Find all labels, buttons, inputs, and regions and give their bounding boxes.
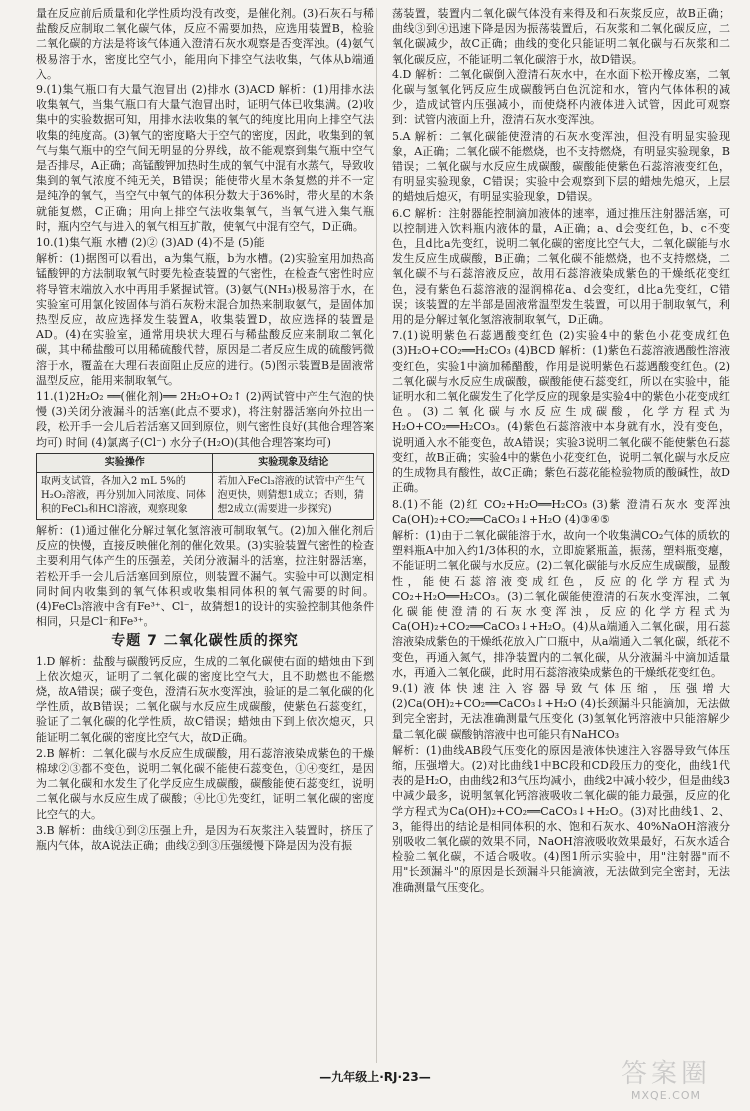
experiment-table bbox=[36, 453, 374, 520]
answer-item-11: 11.(1)2H₂O₂ ══(催化剂)══ 2H₂O+O₂↑ (2)两试管中产生气泡的快慢 (3)关闭分液漏斗的活塞(此点不要求)，将注射器活塞向外拉出一段，松开手一会儿后若活塞又回到原位，则气密性良好(其他合理答案均可) 时间 (4)氯离子(Cl⁻) 水分子(H₂O)(其他合理答案均可) bbox=[36, 390, 374, 449]
left-intro-paragraph: 量在反应前后质量和化学性质均没有改变，是催化剂。(3)石灰石与稀盐酸反应制取二氧化碳气体，反应不需要加热，应选用装置B，检验二氧化碳的方法是将该气体通入澄清石灰水观察是否变浑浊。(4)氨气极易溶于水，密度比空气小，能用向下排空气法收集，气体从b端通入。 bbox=[36, 7, 374, 81]
watermark-url: MXQE.COM bbox=[631, 1089, 701, 1102]
section-title: 专题 7 二氧化碳性质的探究 bbox=[111, 633, 299, 650]
section-answer-9-analysis: 解析：(1)曲线AB段气压变化的原因是液体快速注入容器导致气体压缩，压强增大。(2)对比曲线1中BC段和CD段压力的变化，曲线1代表的是H₂O，由曲线2和3气压均减小，曲线2中减小较少，但是曲线3中减少最多，说明氢氧化钙溶液吸收二氧化碳的能力最强，反应的化学方程式为Ca(OH)₂+CO₂══CaCO₃↓+H₂O。(3)对比曲线1、2、3，能得出的结论是相同体积的水、饱和石灰水、40%NaOH溶液分别吸收二氧化碳的效果不同，NaOH溶液吸收效果最好，石灰水适合检验二氧化碳，不适合吸收。(4)图1所示实验中，用"注射器"而不用"长颈漏斗"的原因是长颈漏斗只能滴液，无法做到完全密封，无法准确测量气压变化。 bbox=[392, 743, 730, 894]
right-column bbox=[392, 6, 730, 896]
table-header-operation: 实验操作 bbox=[37, 453, 213, 472]
section-answer-3: 3.B 解析：曲线①到②压强上升，是因为石灰浆注入装置时，挤压了瓶内气体，故A说法正确；曲线②到③压强缓慢下降是因为没有振 bbox=[36, 823, 374, 852]
right-intro-paragraph: 荡装置，装置内二氧化碳气体没有来得及和石灰浆反应，故B正确；曲线③到④迅速下降是因为振荡装置后，石灰浆和二氧化碳反应，二氧化碳减少，故C正确；曲线的变化只能证明二氧化碳与石灰浆和二氧化碳反应，不能证明二氧化碳溶于水，故D错误。 bbox=[392, 7, 730, 66]
column-divider bbox=[376, 8, 377, 1063]
section-answer-5: 5.A 解析：二氧化碳能使澄清的石灰水变浑浊，但没有明显实验现象，A正确；二氧化碳不能燃烧，也不支持燃烧，有明显实验现象，B错误；二氧化碳与水反应生成碳酸，碳酸能使紫色石蕊溶液变红色，有明显实验现象，C错误；实验中会观察到下层的蜡烛先熄灭，上层的蜡烛后熄灭，有明显实验现象，D错误。 bbox=[392, 129, 730, 204]
section-answer-6: 6.C 解析：注射器能控制滴加液体的速率，通过推压注射器活塞，可以控制进入饮料瓶内液体的量，A正确；a、d会变红色，b、c不变色，且d比a先变红，说明二氧化碳的密度比空气大，二氧化碳能与水发生反应生成碳酸，B正确；二氧化碳不能燃烧，也不支持燃烧，二氧化碳不与石蕊溶液反应，故用石蕊溶液染成紫色的干燥纸花变红色，浸有紫色石蕊溶液的湿润棉花a、d会变红，d比a先变红，C错误；该装置的左半部是固液常温型发生装置，可以用于制取氧气，利用的是分解过氧化氢溶液制取氧气，D正确。 bbox=[392, 206, 730, 327]
table-cell-operation: 取两支试管，各加入2 mL 5%的H₂O₂溶液，再分别加入同浓度、同体积的FeCl₃和HCl溶液，观察现象 bbox=[37, 472, 213, 519]
section-answer-8: 8.(1)不能 (2)红 CO₂+H₂O══H₂CO₃ (3)紫 澄清石灰水 变浑浊 Ca(OH)₂+CO₂══CaCO₃↓+H₂O (4)③④⑤ bbox=[392, 497, 730, 526]
left-column bbox=[36, 6, 374, 854]
page-footer-label: —九年级上·RJ·23— bbox=[319, 1070, 431, 1084]
table-row bbox=[37, 472, 374, 519]
watermark-logo bbox=[596, 1060, 736, 1106]
section-answer-4: 4.D 解析：二氧化碳倒入澄清石灰水中，在水面下松开橡皮塞，二氧化碳与氢氧化钙反应生成碳酸钙白色沉淀和水，管内气体体积的减少，造成试管内压强减小，而使烧杯内液体进入试管，因此可观察到：试管内液面上升，澄清石灰水变浑浊。 bbox=[392, 67, 730, 127]
section-answer-8-analysis: 解析：(1)由于二氧化碳能溶于水，故向一个收集满CO₂气体的质软的塑料瓶A中加入约1/3体积的水，立即旋紧瓶盖，振荡，塑料瓶变瘪，不能证明二氧化碳与水反应。(2)二氧化碳能与水反应生成碳酸，显酸性，能使石蕊溶液变成红色，反应的化学方程式为CO₂+H₂O══H₂CO₃。(3)二氧化碳能使澄清的石灰水变浑浊，二氧化碳能使澄清的石灰水变浑浊，反应的化学方程式为Ca(OH)₂+CO₂══CaCO₃↓+H₂O。(4)从a端通入二氧化碳，用石蕊溶液染成紫色的干燥纸花放入广口瓶中，从a端通入二氧化碳，纸花不变色，再通入氮气，排净装置内的二氧化碳，从分液漏斗中滴加适量水，再通入二氧化碳，此时用石蕊溶液染成紫色的干燥纸花变红色。 bbox=[392, 528, 730, 679]
section-answer-9: 9.(1)液体快速注入容器导致气体压缩，压强增大 (2)Ca(OH)₂+CO₂══CaCO₃↓+H₂O (4)长颈漏斗只能滴加，无法做到完全密封，无法准确测量气压变化 (3)氢氧化钙溶液中只能溶解少量二氧化碳 碳酸钠溶液中也可能只有NaHCO₃ bbox=[392, 681, 730, 741]
section-answer-7: 7.(1)说明紫色石蕊遇酸变红色 (2)实验4中的紫色小花变成红色 (3)H₂O+CO₂══H₂CO₃ (4)BCD 解析：(1)紫色石蕊溶液遇酸性溶液变红色，实验1中滴加稀醋酸，作用是说明紫色石蕊遇酸变红色。(2)二氧化碳与水反应生成碳酸，碳酸能使石蕊变红，所以在实验中，能证明水和二氧化碳发生了化学反应的现象是实验4中的紫色小花变成红色。(3)二氧化碳与水反应生成碳酸，化学方程式为H₂O+CO₂══H₂CO₃。(4)紫色石蕊溶液中本身就有水，没有变色，说明通入水不能变色，故A错误；实验3说明二氧化碳不能使紫色石蕊变红，故B正确；实验4中的紫色小花变红色，说明二氧化碳与水反应的生成物具有酸性，故C正确；紫色石蕊花能检验物质的酸碱性，故D正确。 bbox=[392, 329, 730, 495]
answer-item-11-analysis: 解析：(1)通过催化分解过氧化氢溶液可制取氧气。(2)加入催化剂后反应的快慢，直接反映催化剂的催化效果。(3)实验装置气密性的检查主要利用气体产生的压强差，关闭分液漏斗的活塞，拉注射器活塞，若松开手一会儿后活塞回到原位，则装置不漏气。实验中可以测定相同时间内收集到的氧气体积或收集相同体积的氧气需要的时间。(4)FeCl₃溶液中含有Fe³⁺、Cl⁻，故猜想1的设计的实验控制其他条件相同，只是Cl⁻和Fe³⁺。 bbox=[36, 523, 374, 629]
section-answer-1: 1.D 解析：盐酸与碳酸钙反应，生成的二氧化碳使右面的蜡烛由下到上依次熄灭，证明了二氧化碳的密度比空气大，且不助燃也不能燃烧，故A错误；碳子变色，澄清石灰水变浑浊，验证的是二氧化碳的化学性质，故B错误；二氧化碳与水反应生成碳酸，使紫色石蕊变红，验证了二氧化碳的化学性质，故C错误；蜡烛由下到上依次熄灭，只能证明二氧化碳的密度比空气大，故D正确。 bbox=[36, 654, 374, 744]
answer-item-10: 10.(1)集气瓶 水槽 (2)② (3)AD (4)不是 (5)能 bbox=[36, 236, 265, 250]
answer-item-9: 9.(1)集气瓶口有大量气泡冒出 (2)排水 (3)ACD 解析：(1)用排水法收集氧气，当集气瓶口有大量气泡冒出时，证明气体已收集满。(2)收集中的实验数据可知，用排水法收集的氧气的纯度比用向上排空气法收集的纯度高。(3)氧气的密度略大于空气的密度，因此，收集到的氧气与集气瓶中的空气间无明显的分界线，故不能观察到集气瓶中空气是否排尽，A正确；高锰酸钾加热时生成的氧气中混有水蒸气，导致收集到的氧气浓度不纯无关，B错误；能使带火星木条复燃的并不一定是纯净的氧气，当空气中氧气的体积分数大于36%时，带火星的木条就能复燃，C正确；用向上排空气法收集氧气，当氧气进入集气瓶时，瓶内空气与进入的氧气相互扩散，使氧气中混有空气，D正确。 bbox=[36, 83, 374, 233]
watermark-text: 答案圈 bbox=[620, 1059, 711, 1089]
table-cell-result: 若加入FeCl₃溶液的试管中产生气泡更快，则猜想1成立；否则，猜想2成立(需要进一步探究) bbox=[213, 472, 374, 519]
answer-item-10-analysis: 解析：(1)据图可以看出，a为集气瓶，b为水槽。(2)实验室用加热高锰酸钾的方法制取氧气时要先检查装置的气密性，在检查气密性时应将导管末端放入水中再用手紧握试管。(3)氨气(NH₃)极易溶于水，在实验室可用氯化铵固体与消石灰粉末混合加热来制取氨气，是固体加热型反应，故应选择发生装置A，收集装置D，故应选择的装置是AD。(4)在实验室，通常用块状大理石与稀盐酸反应来制取二氧化碳，其中稀盐酸可以用稀硫酸代替，原因是二者反应生成的硫酸钙微溶于水，覆盖在大理石表面阻止反应的进行。(5)图示装置B是固液常温型反应，能用来制取氧气。 bbox=[36, 252, 374, 387]
table-header-result: 实验现象及结论 bbox=[213, 453, 374, 472]
section-answer-2: 2.B 解析：二氧化碳与水反应生成碳酸，用石蕊溶液染成紫色的干燥棉球②③都不变色，说明二氧化碳不能使石蕊变色，①④变红，是因为二氧化碳和水发生了化学反应生成碳酸，碳酸能使石蕊变红，说明二氧化碳与水反应生成了碳酸；④比①先变红，证明二氧化碳的密度比空气的大。 bbox=[36, 746, 374, 821]
